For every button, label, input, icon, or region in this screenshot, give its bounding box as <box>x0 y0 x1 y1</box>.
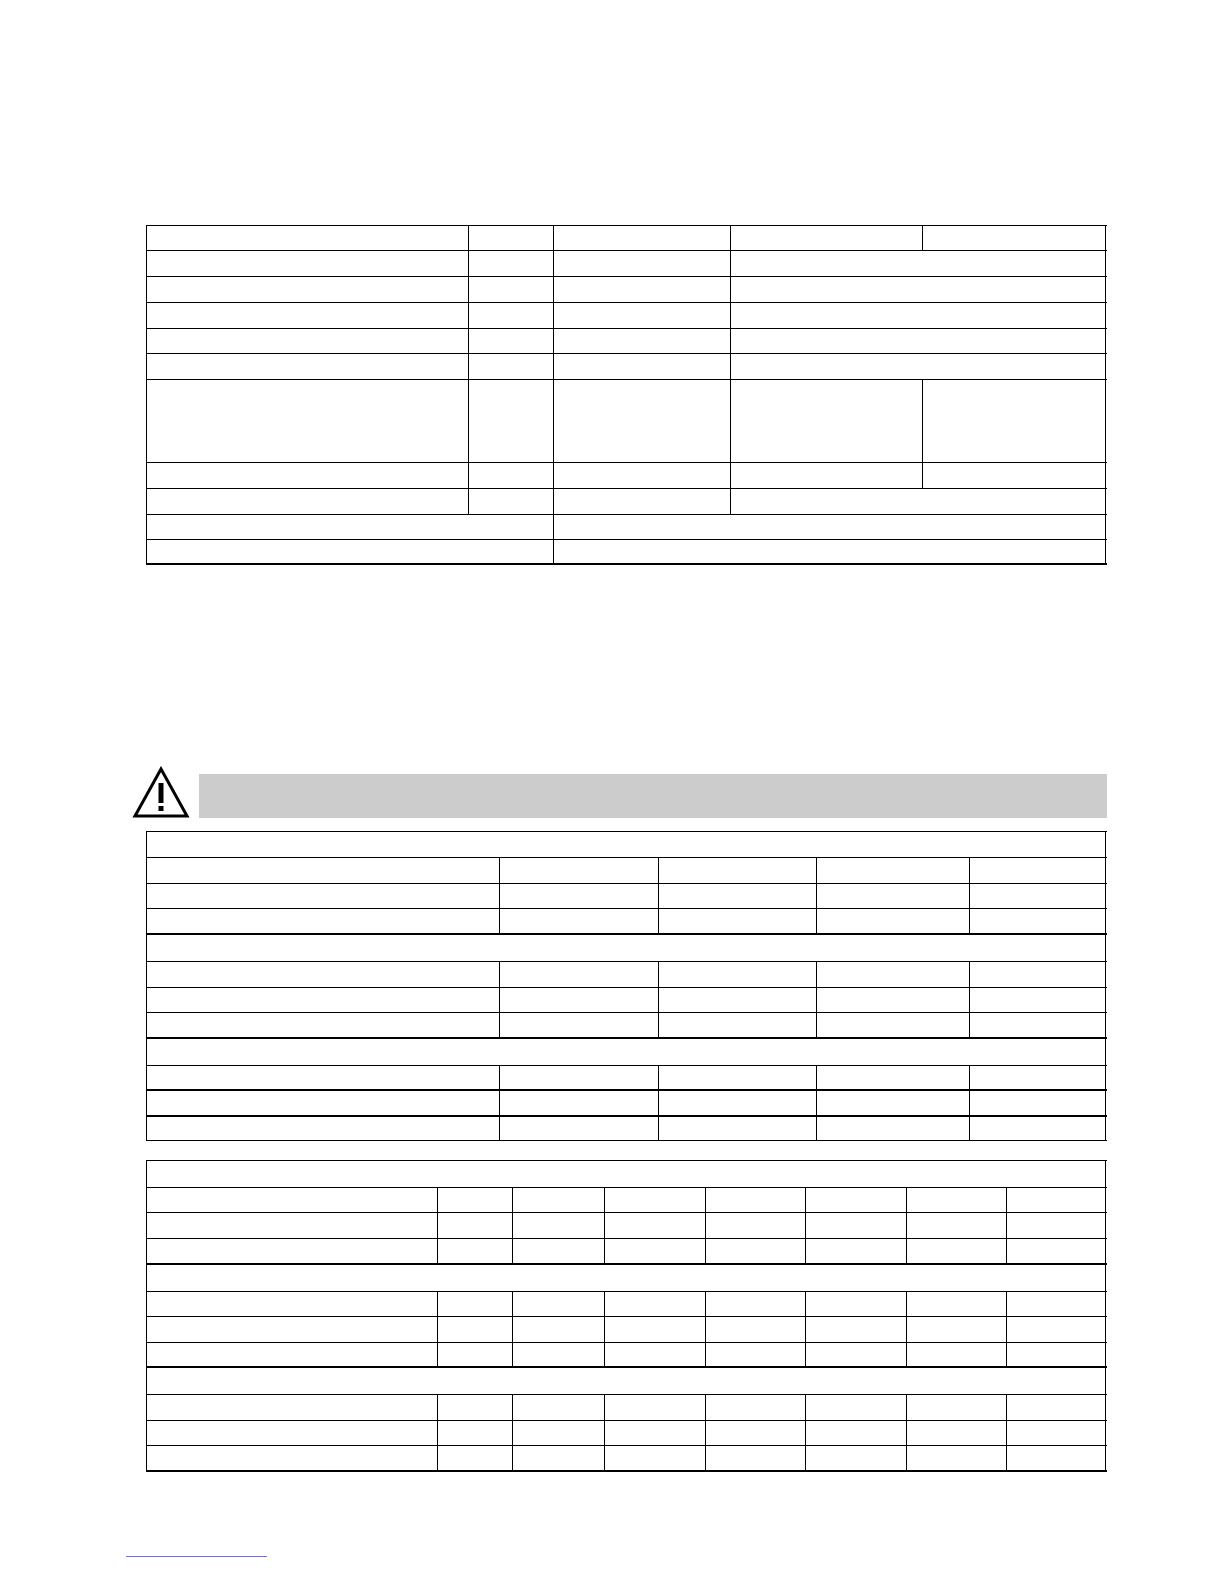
warning-banner <box>199 774 1107 818</box>
warning-triangle-icon <box>132 766 190 819</box>
footnote-separator <box>126 1556 267 1557</box>
